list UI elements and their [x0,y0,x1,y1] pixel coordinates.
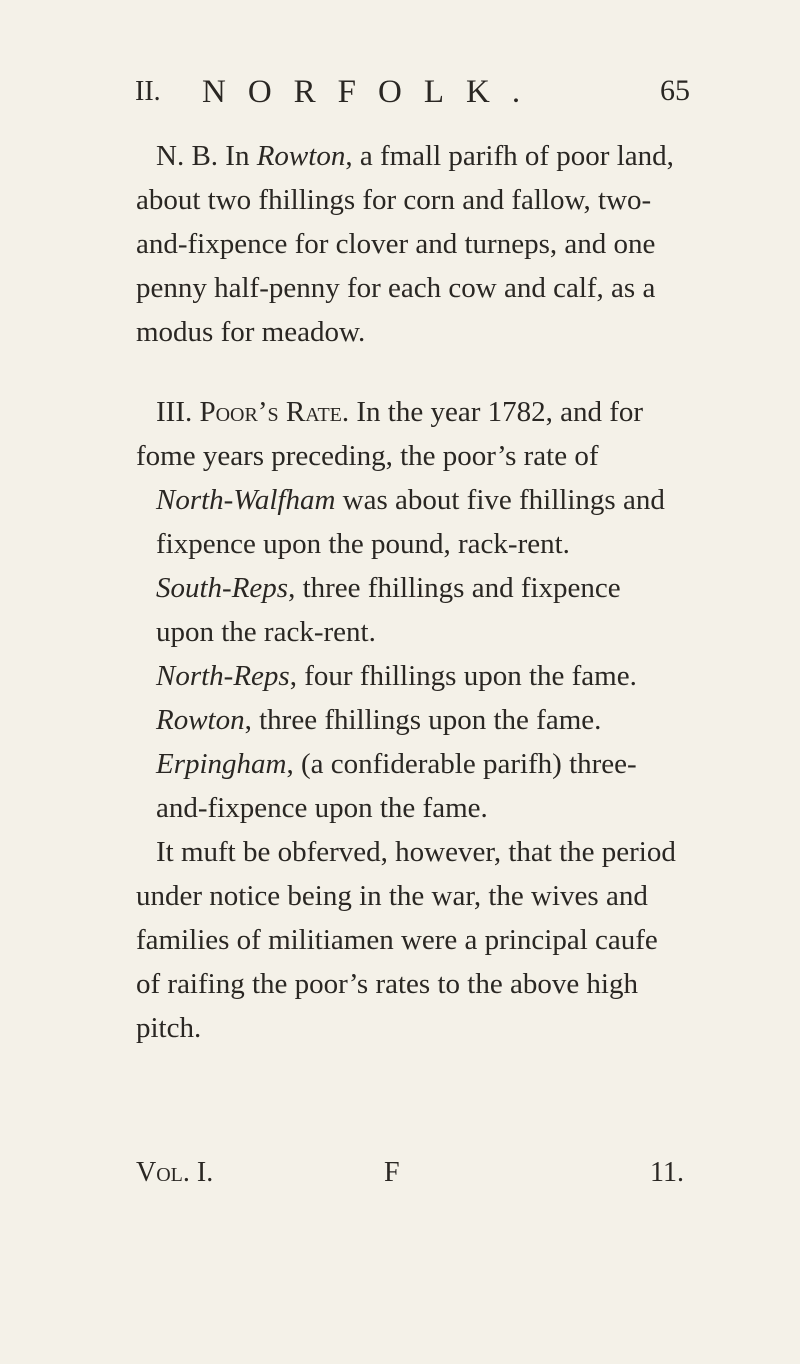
section-heading: Poor’s Rate. [199,396,350,428]
entry-north-walsham [136,478,684,566]
volume-label: Vol. I. [136,1157,214,1188]
rowton-text: , three fhillings upon the fame. [244,704,602,736]
section-number: II. [135,76,161,107]
entry-north-reps [136,654,684,698]
erpingham-text: , (a confiderable parifh) three-and-fixpence upon the fame. [156,748,637,824]
south-reps-text: , three fhillings and fixpence upon the rack-rent. [156,572,621,648]
entry-rowton [136,698,684,742]
entry-erpingham [136,742,684,830]
place-south-reps: South-Reps [156,572,289,604]
entry-south-reps [136,566,684,654]
north-reps-text: , four fhillings upon the fame. [289,660,637,692]
page-footer [136,1157,684,1197]
poors-rate-intro: In the year 1782, and for fome years preceding, the poor’s rate of [136,396,644,472]
running-header [135,62,690,112]
page-number: 65 [660,74,690,107]
signature-mark: F [384,1157,400,1188]
place-erpingham: Erpingham [156,748,287,780]
place-north-walsham: North-Walfham [156,484,336,516]
place-rowton: Rowton [156,704,245,736]
running-title: NORFOLK. [202,74,543,110]
place-north-reps: North-Reps [156,660,290,692]
paragraph-gap [136,354,684,390]
poors-rate-paragraph [136,390,684,478]
nb-text: , a fmall parifh of poor land, about two fhillings for corn and fallow, two-and-fixpence for clover and turneps, and one penny half-penny for each cow and calf, as a modus for meadow. [136,140,674,348]
nb-place-rowton: Rowton [256,140,346,172]
sheet-number: 11. [650,1157,684,1188]
observation-paragraph: It muft be obferved, however, that the period under notice being in the war, the wives and families of militiamen were a principal caufe of raifing the poor’s rates to the above high pitch. [136,836,676,1044]
body-text [136,134,684,1050]
north-walsham-text: was about five fhillings and fixpence upon the pound, rack-rent. [156,484,665,560]
nb-label: N. B. In [156,140,257,172]
nb-paragraph [136,134,684,354]
section-numeral: III. [156,396,200,428]
